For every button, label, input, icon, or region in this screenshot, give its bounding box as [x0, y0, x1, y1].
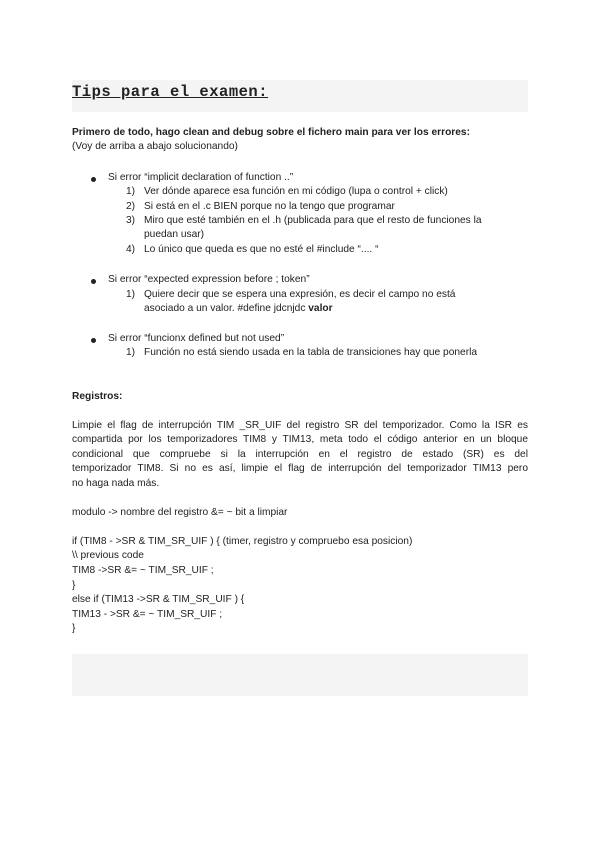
code-line: TIM8 ->SR &= ~ TIM_SR_UIF ;: [72, 565, 214, 576]
code-line: }: [72, 580, 76, 591]
list-number: 1): [126, 186, 136, 197]
list-item-text: [144, 302, 333, 316]
formula-line: modulo -> nombre del registro &= ~ bit a limpiar: [72, 507, 288, 518]
code-line: }: [72, 623, 76, 634]
bullet-icon: [91, 338, 96, 343]
error-1-label: Si error “implicit declaration of function ..”: [108, 172, 294, 183]
bullet-icon: [91, 177, 96, 182]
code-line: TIM13 - >SR &= ~ TIM_SR_UIF ;: [72, 609, 223, 620]
list-item-text: puedan usar): [144, 229, 205, 240]
paragraph-line: compartida por los temporizadores TIM8 y TIM13, meta todo el código anterior en un bloque: [72, 434, 528, 445]
list-item-text: Si está en el .c BIEN porque no la tengo que programar: [144, 201, 395, 212]
list-item-text: Ver dónde aparece esa función en mi código (lupa o control + click): [144, 186, 448, 197]
intro-subheading: (Voy de arriba a abajo solucionando): [72, 141, 238, 152]
intro-heading: Primero de todo, hago clean and debug sobre el fichero main para ver los errores:: [72, 127, 470, 138]
code-line: if (TIM8 - >SR & TIM_SR_UIF ) { (timer, registro y compruebo esa posicion): [72, 536, 413, 547]
code-line: \\ previous code: [72, 550, 144, 561]
list-number: 1): [126, 347, 136, 358]
code-line: else if (TIM13 ->SR & TIM_SR_UIF ) {: [72, 594, 245, 605]
list-number: 4): [126, 244, 136, 255]
define-bold-value: valor: [308, 303, 333, 314]
error-3-label: Si error “funcionx defined but not used”: [108, 333, 285, 344]
list-item-text: Función no está siendo usada en la tabla de transiciones hay que ponerla: [144, 347, 478, 358]
list-item-text: Quiere decir que se espera una expresión, es decir el campo no está: [144, 289, 456, 300]
list-item-text: Lo único que queda es que no esté el #include “.... “: [144, 244, 379, 255]
list-item-text: Miro que esté también en el .h (publicada para que el resto de funciones la: [144, 215, 482, 226]
list-number: 2): [126, 201, 136, 212]
bullet-icon: [91, 279, 96, 284]
list-number: 1): [126, 289, 136, 300]
empty-code-block: [72, 654, 528, 696]
document-title: Tips para el examen:: [72, 83, 269, 101]
list-number: 3): [126, 215, 136, 226]
registros-heading: Registros:: [72, 391, 123, 402]
paragraph-line: condicional que compruebe si la interrupción en el registro de estado (SR) es del: [72, 449, 528, 460]
error-2-label: Si error “expected expression before ; token”: [108, 274, 310, 285]
paragraph-line: Limpie el flag de interrupción TIM _SR_UIF del registro SR del temporizador. Como la ISR es: [72, 420, 528, 431]
paragraph-line: temporizador TIM8. Si no es así, limpie el flag de interrupción del temporizador TIM13 pero: [72, 463, 528, 474]
paragraph-line: no haga nada más.: [72, 478, 160, 489]
define-text: asociado a un valor. #define jdcnjdc: [144, 303, 309, 314]
